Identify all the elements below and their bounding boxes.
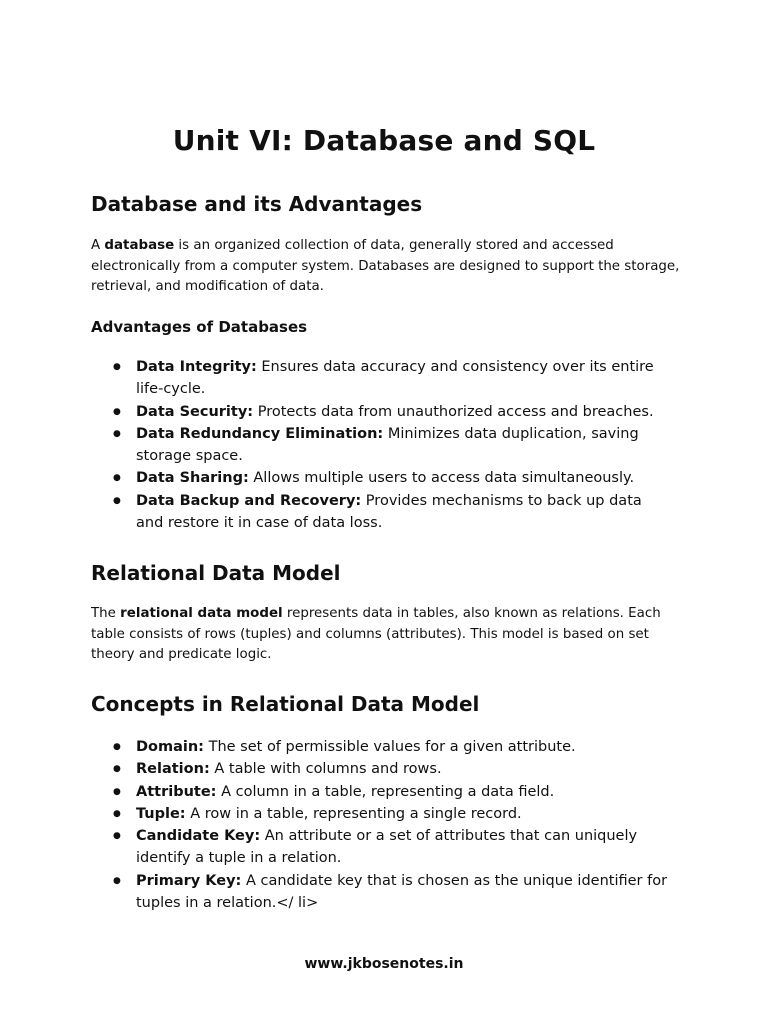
item-term: Data Integrity:: [136, 359, 257, 375]
item-text: The set of permissible values for a given attribute.: [203, 739, 576, 755]
section-heading-relational: Relational Data Model: [91, 561, 341, 585]
list-item: [113, 736, 673, 758]
intro-text: represents data in tables, also known as relations. Each table consists of rows (tuples) and columns (attributes). This model is based on set theory and predicate logic.: [91, 606, 661, 662]
list-item: [113, 758, 673, 780]
list-item: [113, 490, 673, 535]
item-text: Allows multiple users to access data simultaneously.: [248, 470, 635, 487]
item-text: Minimizes data duplication, saving storage space.: [136, 425, 639, 465]
section-heading-concepts: Concepts in Relational Data Model: [91, 692, 480, 716]
intro-prefix: A: [91, 238, 105, 253]
list-item: [113, 356, 673, 401]
item-text: A row in a table, representing a single record.: [185, 805, 522, 822]
list-item: [113, 870, 673, 915]
item-text: Protects data from unauthorized access and breaches.: [253, 403, 654, 420]
item-text: Provides mechanisms to back up data and restore it in case of data loss.: [136, 492, 642, 532]
list-item: [113, 803, 673, 825]
advantages-heading: Advantages of Databases: [91, 318, 308, 336]
intro-text: is an organized collection of data, generally stored and accessed electronically from a computer system. Databases are designed to support the storage, retrieval, and modification of data.: [91, 238, 680, 294]
item-term: Primary Key:: [136, 872, 242, 889]
item-term: Data Security:: [136, 403, 254, 420]
concepts-list: [113, 736, 673, 914]
item-term: Relation:: [136, 761, 210, 778]
item-text: A table with columns and rows.: [209, 761, 442, 778]
section-heading-database: Database and its Advantages: [91, 192, 423, 216]
item-term: Tuple:: [136, 805, 186, 822]
item-text: An attribute or a set of attributes that can uniquely identify a tuple in a relation.: [136, 828, 638, 867]
item-text: A column in a table, representing a data field.: [216, 783, 555, 800]
list-item: [113, 401, 673, 423]
intro-term-database: database: [104, 238, 175, 253]
list-item: [113, 825, 673, 870]
list-item: [113, 781, 673, 803]
footer-website: www.jkbosenotes.in: [304, 956, 464, 972]
intro-prefix: The: [91, 606, 121, 621]
list-item: [113, 423, 673, 468]
relational-intro-paragraph: [91, 604, 691, 666]
database-intro-paragraph: [91, 236, 691, 298]
page-title: Unit VI: Database and SQL: [172, 124, 596, 157]
item-text: A candidate key that is chosen as the unique identifier for tuples in a relation.</ li>: [136, 872, 668, 912]
item-term: Candidate Key:: [136, 828, 261, 845]
list-item: [113, 467, 673, 489]
item-term: Data Sharing:: [136, 470, 249, 487]
item-term: Data Backup and Recovery:: [136, 492, 362, 509]
item-term: Data Redundancy Elimination:: [136, 425, 384, 442]
intro-term-relational-model: relational data model: [120, 606, 283, 621]
item-term: Attribute:: [136, 783, 217, 800]
item-text: Ensures data accuracy and consistency over its entire life-cycle.: [136, 359, 654, 398]
item-term: Domain:: [136, 739, 204, 755]
advantages-list: [113, 356, 673, 534]
